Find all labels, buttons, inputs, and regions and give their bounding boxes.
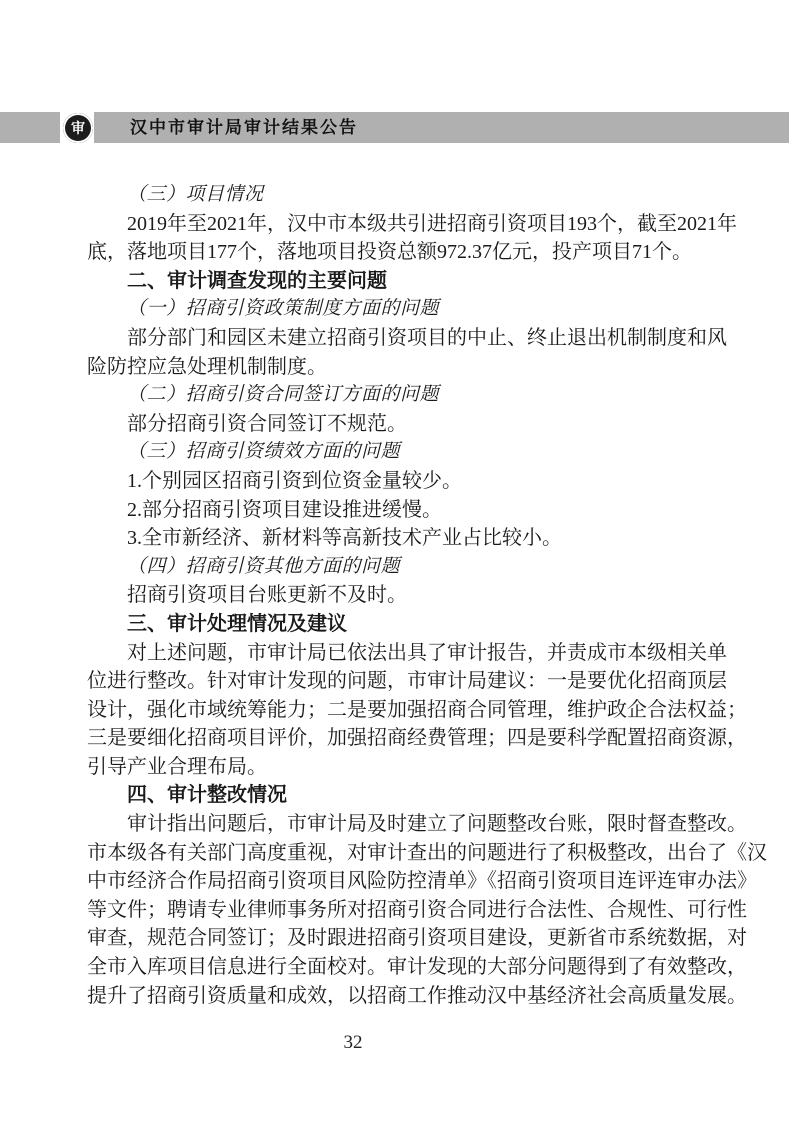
text-line: 部分部门和园区未建立招商引资项目的中止、终止退出机制制度和风 bbox=[127, 326, 727, 349]
text-line: 2.部分招商引资项目建设推进缓慢。 bbox=[127, 498, 442, 521]
text-line: （三）招商引资绩效方面的问题 bbox=[127, 441, 401, 463]
text-line: 部分招商引资合同签订不规范。 bbox=[127, 412, 407, 435]
text-line: 四、审计整改情况 bbox=[127, 784, 287, 807]
text-line: （三）项目情况 bbox=[127, 184, 264, 205]
text-line: 审计指出问题后，市审计局及时建立了问题整改台账，限时督查整改。 bbox=[127, 813, 747, 836]
text-line: 设计，强化市域统筹能力；二是要加强招商合同管理，维护政企合法权益； bbox=[87, 698, 747, 721]
header-bar bbox=[0, 112, 789, 143]
text-line: 3.全市新经济、新材料等高新技术产业占比较小。 bbox=[127, 527, 562, 550]
text-line: 1.个别园区招商引资到位资金量较少。 bbox=[127, 469, 462, 492]
document-body bbox=[87, 181, 767, 1010]
text-line: 二、审计调查发现的主要问题 bbox=[127, 269, 387, 292]
text-line: 市本级各有关部门高度重视，对审计查出的问题进行了积极整改，出台了《汉 bbox=[87, 841, 767, 864]
text-line: 提升了招商引资质量和成效，以招商工作推动汉中基经济社会高质量发展。 bbox=[87, 984, 747, 1007]
text-line: 2019年至2021年，汉中市本级共引进招商引资项目193个，截至2021年 bbox=[127, 212, 737, 235]
text-line: 审查，规范合同签订；及时跟进招商引资项目建设，更新省市系统数据，对 bbox=[87, 927, 747, 950]
text-line: 招商引资项目台账更新不及时。 bbox=[127, 584, 407, 607]
text-line: 险防控应急处理机制制度。 bbox=[87, 355, 327, 378]
audit-seal-icon bbox=[63, 113, 93, 143]
text-line: （二）招商引资合同签订方面的问题 bbox=[127, 384, 440, 406]
text-line: 三是要细化招商项目评价，加强招商经费管理；四是要科学配置招商资源， bbox=[87, 727, 747, 750]
text-line: 三、审计处理情况及建议 bbox=[127, 612, 347, 635]
text-line: 位进行整改。针对审计发现的问题，市审计局建议：一是要优化招商顶层 bbox=[87, 670, 727, 693]
document-title: 汉中市审计局审计结果公告 bbox=[130, 118, 358, 137]
text-line: 引导产业合理布局。 bbox=[87, 755, 267, 778]
text-line: 中市经济合作局招商引资项目风险防控清单》《招商引资项目连评连审办法》 bbox=[87, 870, 757, 893]
text-line: 底，落地项目177个，落地项目投资总额972.37亿元，投产项目71个。 bbox=[87, 241, 692, 264]
audit-seal-glyph: 审 bbox=[71, 119, 85, 136]
page-number: 32 bbox=[343, 1032, 363, 1053]
text-line: （一）招商引资政策制度方面的问题 bbox=[127, 298, 440, 320]
text-line: 对上述问题，市审计局已依法出具了审计报告，并责成市本级相关单 bbox=[127, 641, 727, 664]
text-line: 全市入库项目信息进行全面校对。审计发现的大部分问题得到了有效整改， bbox=[87, 956, 747, 979]
text-line: （四）招商引资其他方面的问题 bbox=[127, 555, 401, 577]
text-line: 等文件；聘请专业律师事务所对招商引资合同进行合法性、合规性、可行性 bbox=[87, 898, 747, 921]
